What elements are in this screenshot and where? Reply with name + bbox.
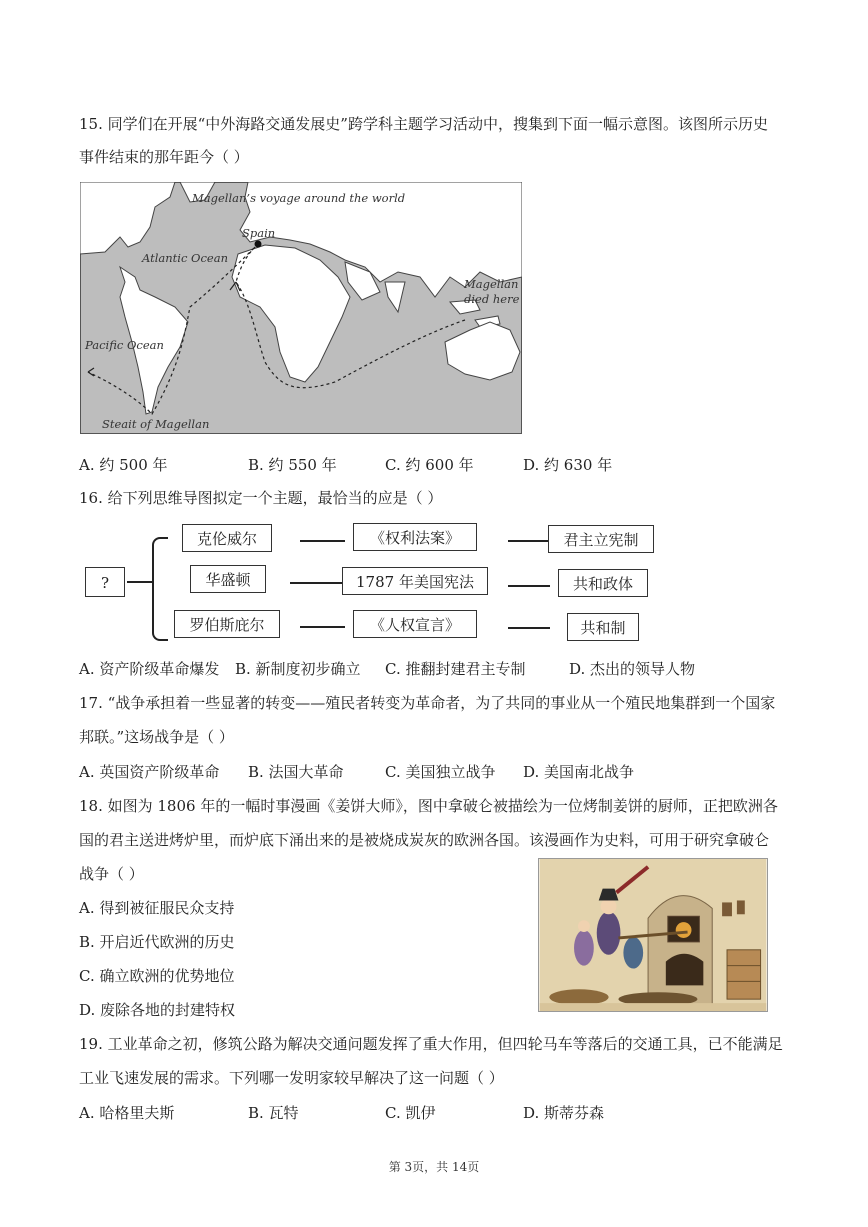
q15-option-c[interactable]: C. 约 600 年	[385, 456, 474, 474]
mindmap-root-box: ?	[85, 567, 125, 597]
q17-option-a[interactable]: A. 英国资产阶级革命	[79, 763, 220, 781]
q18-option-a[interactable]: A. 得到被征服民众支持	[79, 899, 235, 917]
q18-option-c[interactable]: C. 确立欧洲的优势地位	[79, 967, 235, 985]
map-label-pacific: Pacific Ocean	[85, 338, 164, 352]
mindmap-brace	[152, 537, 168, 641]
mindmap-doc-3: 《人权宣言》	[353, 610, 477, 638]
map-label-spain: Spain	[242, 226, 276, 240]
page-footer: 第 3页，共 14页	[388, 1160, 480, 1174]
q18-stem-line3: 战争（ ）	[79, 865, 144, 883]
mindmap-result-3: 共和制	[567, 613, 639, 641]
q17-stem-line2: 邦联。”这场战争是（ ）	[79, 728, 234, 746]
q15-option-a[interactable]: A. 约 500 年	[79, 456, 168, 474]
q19-stem-line2: 工业飞速发展的需求。下列哪一发明家较早解决了这一问题（ ）	[79, 1069, 504, 1087]
q16-option-a[interactable]: A. 资产阶级革命爆发	[79, 660, 220, 678]
q18-option-b[interactable]: B. 开启近代欧洲的历史	[79, 933, 235, 951]
q15-stem-line2: 事件结束的那年距今（ ）	[79, 148, 249, 166]
mindmap-person-1: 克伦威尔	[182, 524, 272, 552]
q15-option-b[interactable]: B. 约 550 年	[248, 456, 337, 474]
q15-option-d[interactable]: D. 约 630 年	[523, 456, 613, 474]
magellan-voyage-map	[80, 182, 522, 434]
map-title: Magellan’s voyage around the world	[192, 191, 406, 205]
q17-stem-line1: 17. “战争承担着一些显著的转变——殖民者转变为革命者，为了共同的事业从一个殖民地集群到一个国家	[79, 694, 776, 712]
gingerbread-baker-cartoon	[538, 858, 768, 1012]
q19-option-b[interactable]: B. 瓦特	[248, 1104, 299, 1122]
mindmap-person-3: 罗伯斯庇尔	[174, 610, 280, 638]
q19-option-d[interactable]: D. 斯蒂芬森	[523, 1104, 605, 1122]
q17-option-b[interactable]: B. 法国大革命	[248, 763, 344, 781]
q15-stem-line1: 15. 同学们在开展“中外海路交通发展史”跨学科主题学习活动中，搜集到下面一幅示意图。该图所示历史	[79, 115, 768, 133]
q16-option-b[interactable]: B. 新制度初步确立	[235, 660, 361, 678]
q18-stem-line2: 国的君主送进烤炉里，而炉底下涌出来的是被烧成炭灰的欧洲各国。该漫画作为史料，可用于研究拿破仑	[79, 831, 770, 849]
q16-option-c[interactable]: C. 推翻封建君主专制	[385, 660, 526, 678]
map-label-atlantic: Atlantic Ocean	[142, 251, 228, 265]
mindmap-result-1: 君主立宪制	[548, 525, 654, 553]
q16-stem-line1: 16. 给下列思维导图拟定一个主题，最恰当的应是（ ）	[79, 489, 443, 507]
mindmap-doc-1: 《权利法案》	[353, 523, 477, 551]
map-label-strait: Steait of Magellan	[102, 417, 210, 431]
spain-marker	[255, 241, 262, 248]
q19-option-a[interactable]: A. 哈格里夫斯	[79, 1104, 175, 1122]
q18-option-d[interactable]: D. 废除各地的封建特权	[79, 1001, 236, 1019]
q19-stem-line1: 19. 工业革命之初，修筑公路为解决交通问题发挥了重大作用，但四轮马车等落后的交通工具，已不能满足	[79, 1035, 783, 1053]
mindmap-result-2: 共和政体	[558, 569, 648, 597]
mindmap-person-2: 华盛顿	[190, 565, 266, 593]
q17-option-d[interactable]: D. 美国南北战争	[523, 763, 635, 781]
q18-stem-line1: 18. 如图为 1806 年的一幅时事漫画《姜饼大师》，图中拿破仑被描绘为一位烤制姜饼的厨师，正把欧洲各	[79, 797, 778, 815]
map-label-died-1: Magellan	[464, 277, 519, 291]
mindmap-doc-2: 1787 年美国宪法	[342, 567, 488, 595]
map-label-died-2: died here	[464, 292, 520, 306]
q19-option-c[interactable]: C. 凯伊	[385, 1104, 436, 1122]
q17-option-c[interactable]: C. 美国独立战争	[385, 763, 496, 781]
q16-option-d[interactable]: D. 杰出的领导人物	[569, 660, 696, 678]
